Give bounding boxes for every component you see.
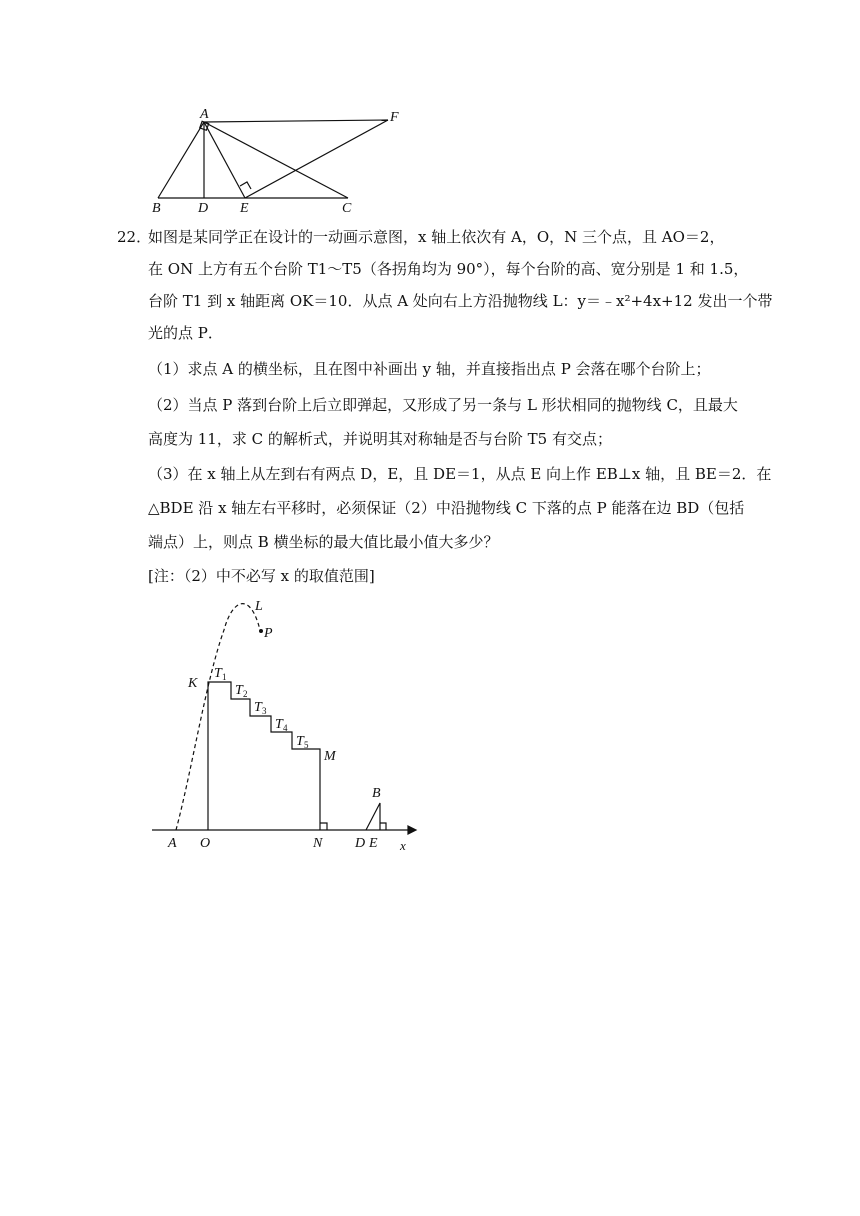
bottom-figure-svg [140, 590, 440, 855]
label-C: C [342, 201, 352, 216]
question-line-3: 台阶 T1 到 x 轴距离 OK＝10．从点 A 处向右上方沿抛物线 L：y＝﹣x²+4x+12 发出一个带 [148, 292, 773, 310]
label-T3-sub: 3 [262, 706, 267, 716]
label-E: E [240, 201, 249, 216]
label-L: L [255, 599, 263, 614]
part-3-line-c: 端点）上，则点 B 横坐标的最大值比最小值大多少？ [148, 533, 499, 551]
label-x: x [400, 838, 406, 853]
note: [注：（2）中不必写 x 的取值范围] [148, 567, 375, 585]
label-N: N [313, 836, 323, 851]
right-angle-mark-E [240, 182, 251, 189]
triangle-BDE [366, 803, 380, 830]
right-angle-mark-N [320, 823, 327, 830]
segment-AF [204, 120, 388, 122]
label-A: A [200, 107, 209, 122]
label-M: M [324, 749, 336, 764]
label-T5-sub: 5 [304, 740, 309, 750]
question-number: 22． [117, 228, 152, 246]
label-T3: T [254, 700, 262, 715]
label-D: D [198, 201, 209, 216]
top-figure-svg [140, 100, 430, 220]
label-T1-sub: 1 [222, 672, 227, 682]
part-2-line-b: 高度为 11，求 C 的解析式，并说明其对称轴是否与台阶 T5 有交点； [148, 430, 612, 448]
question-line-1: 如图是某同学正在设计的一动画示意图，x 轴上依次有 A，O，N 三个点，且 AO＝2， [148, 228, 725, 246]
bottom-coordinate-figure [140, 590, 440, 855]
label-B: B [372, 786, 381, 801]
question-line-4: 光的点 P． [148, 324, 223, 342]
label-T2: T [235, 683, 243, 698]
label-D: D [355, 836, 366, 851]
question-line-2: 在 ON 上方有五个台阶 T1～T5（各拐角均为 90°），每个台阶的高、宽分别是 1 和 1.5， [148, 260, 749, 278]
segment-EF [245, 120, 388, 198]
label-A: A [168, 836, 177, 851]
x-axis-arrow [408, 826, 416, 834]
label-T4: T [275, 717, 283, 732]
parabola-L [176, 604, 260, 830]
label-P: P [264, 626, 273, 641]
label-T4-sub: 4 [283, 723, 288, 733]
staircase [208, 682, 320, 830]
point-P [259, 629, 263, 633]
label-K: K [188, 676, 198, 691]
part-1: （1）求点 A 的横坐标，且在图中补画出 y 轴，并直接指出点 P 会落在哪个台阶上； [148, 360, 711, 378]
label-T2-sub: 2 [243, 689, 248, 699]
top-geometry-figure [140, 100, 430, 220]
label-O: O [200, 836, 211, 851]
part-2-line-a: （2）当点 P 落到台阶上后立即弹起，又形成了另一条与 L 形状相同的抛物线 C，且最大 [148, 396, 738, 414]
part-3-line-b: △BDE 沿 x 轴左右平移时，必须保证（2）中沿抛物线 C 下落的点 P 能落在边 BD（包括 [148, 499, 745, 517]
segment-AC [204, 122, 348, 198]
label-E: E [369, 836, 378, 851]
right-angle-mark-E [380, 823, 386, 830]
label-T5: T [296, 734, 304, 749]
part-3-line-a: （3）在 x 轴上从左到右有两点 D，E，且 DE＝1，从点 E 向上作 EB⊥x 轴，且 BE＝2．在 [148, 465, 772, 483]
segment-AB [158, 122, 204, 198]
label-B: B [152, 201, 161, 216]
label-F: F [390, 110, 399, 125]
label-T1: T [214, 666, 222, 681]
